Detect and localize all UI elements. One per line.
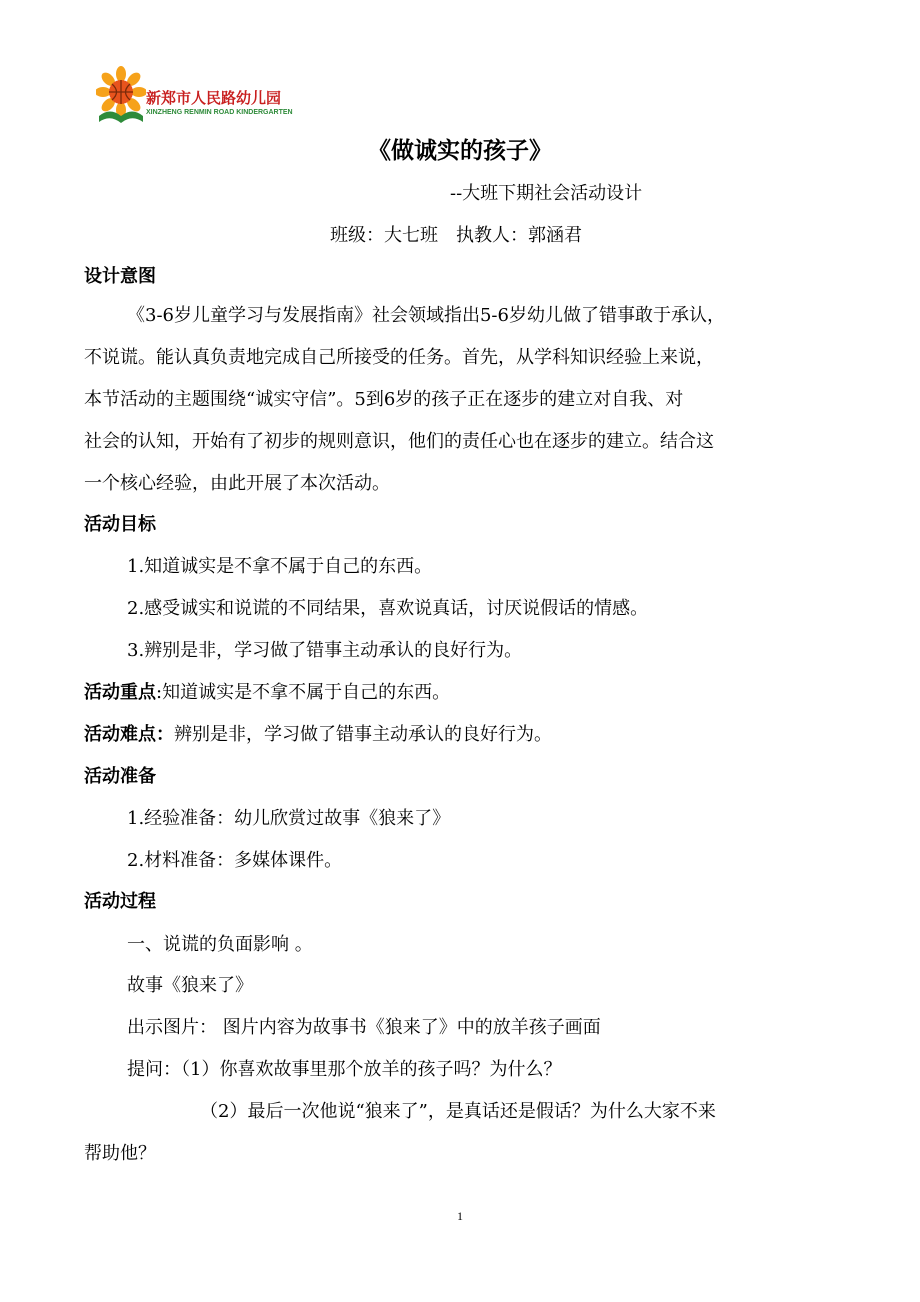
section-heading-intent: 设计意图 bbox=[84, 266, 156, 287]
intent-paragraph-line: 《3-6岁儿童学习与发展指南》社会领域指出5-6岁幼儿做了错事敢于承认， bbox=[127, 305, 725, 326]
difficulty-text: 辨别是非，学习做了错事主动承认的良好行为。 bbox=[174, 724, 552, 745]
key-point-label: 活动重点 bbox=[84, 682, 156, 703]
process-line: 提问：（1）你喜欢故事里那个放羊的孩子吗？为什么？ bbox=[127, 1059, 562, 1080]
page-number: 1 bbox=[457, 1209, 463, 1223]
goal-item: 3.辨别是非，学习做了错事主动承认的良好行为。 bbox=[127, 640, 523, 661]
section-heading-process: 活动过程 bbox=[84, 891, 156, 912]
intent-paragraph-line: 本节活动的主题围绕“诚实守信”。5到6岁的孩子正在逐步的建立对自我、对 bbox=[84, 389, 684, 410]
key-point-line bbox=[84, 680, 450, 706]
intent-paragraph-line: 不说谎。能认真负责地完成自己所接受的任务。首先，从学科知识经验上来说， bbox=[84, 347, 714, 368]
logo-name: 新郑市人民路幼儿园 bbox=[146, 89, 282, 107]
process-line: （2）最后一次他说“狼来了”，是真话还是假话？为什么大家不来 bbox=[200, 1101, 716, 1122]
difficulty-label: 活动难点： bbox=[84, 724, 174, 745]
goal-item: 1.知道诚实是不拿不属于自己的东西。 bbox=[127, 556, 433, 577]
process-line: 出示图片： 图片内容为故事书《狼来了》中的放羊孩子画面 bbox=[127, 1017, 601, 1038]
process-line: 故事《狼来了》 bbox=[127, 975, 253, 996]
key-point-text: :知道诚实是不拿不属于自己的东西。 bbox=[156, 682, 451, 703]
section-heading-goals: 活动目标 bbox=[84, 514, 156, 535]
document-subtitle: --大班下期社会活动设计 bbox=[450, 183, 643, 204]
process-line: 帮助他？ bbox=[84, 1143, 156, 1164]
class-teacher-line: 班级：大七班 执教人：郭涵君 bbox=[330, 225, 582, 246]
prep-item: 2.材料准备：多媒体课件。 bbox=[127, 850, 343, 871]
sunflower-basketball-icon bbox=[96, 66, 146, 128]
prep-item: 1.经验准备：幼儿欣赏过故事《狼来了》 bbox=[127, 808, 451, 829]
kindergarten-logo bbox=[96, 66, 306, 128]
section-heading-prep: 活动准备 bbox=[84, 766, 156, 787]
intent-paragraph-line: 社会的认知，开始有了初步的规则意识，他们的责任心也在逐步的建立。结合这 bbox=[84, 431, 714, 452]
intent-paragraph-line: 一个核心经验，由此开展了本次活动。 bbox=[84, 473, 390, 494]
process-line: 一、说谎的负面影响 。 bbox=[127, 934, 313, 955]
document-title: 《做诚实的孩子》 bbox=[368, 138, 552, 164]
logo-english-subtitle: XINZHENG RENMIN ROAD KINDERGARTEN bbox=[146, 109, 293, 116]
difficulty-line bbox=[84, 722, 552, 748]
goal-item: 2.感受诚实和说谎的不同结果，喜欢说真话，讨厌说假话的情感。 bbox=[127, 598, 649, 619]
